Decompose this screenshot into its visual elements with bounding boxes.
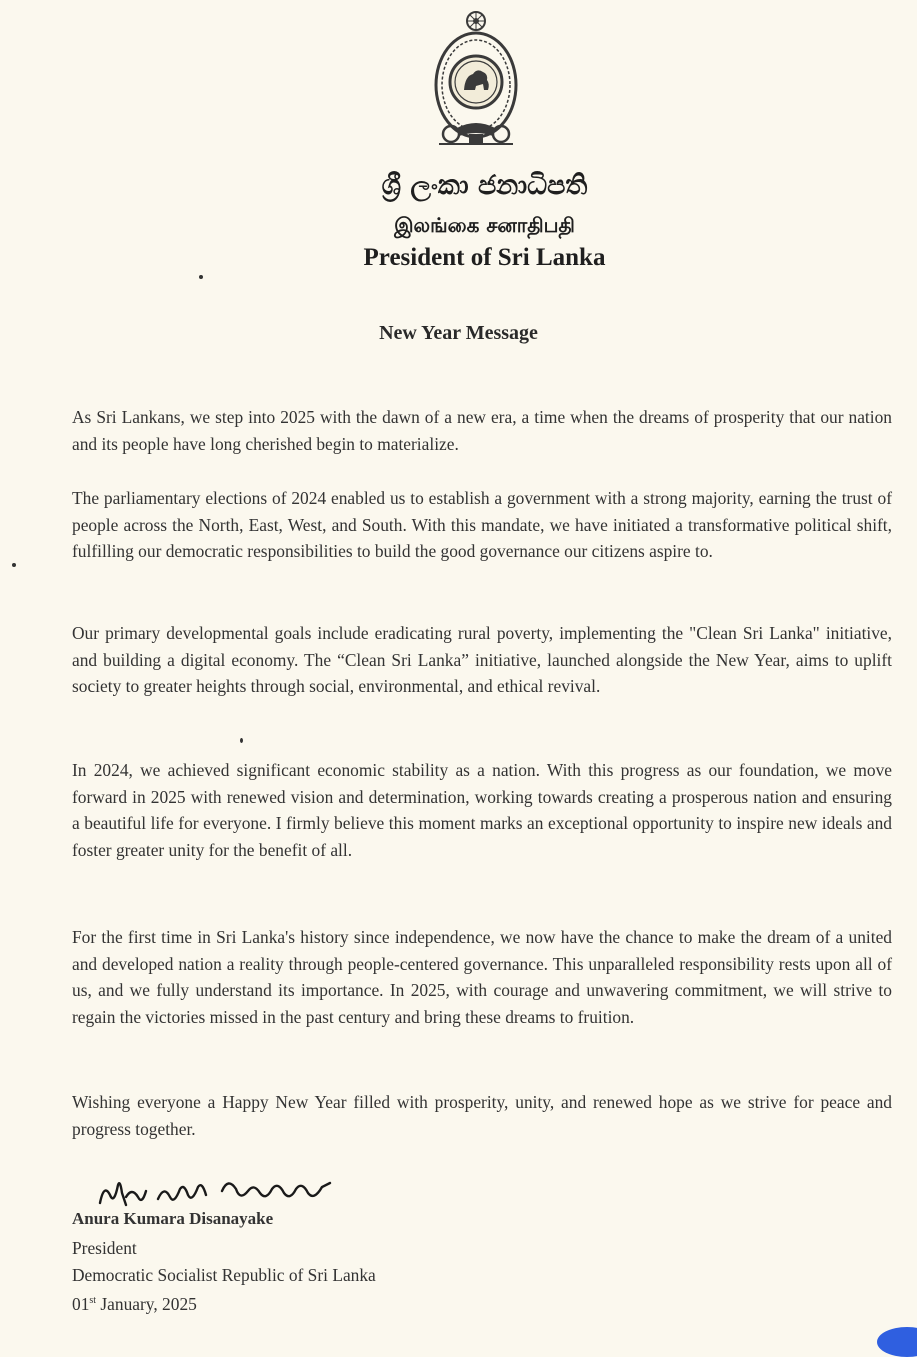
paper-speck	[199, 275, 203, 279]
handwritten-signature	[92, 1175, 342, 1211]
letter-date	[72, 1294, 197, 1315]
paper-speck	[12, 563, 16, 567]
paragraph-1: As Sri Lankans, we step into 2025 with the dawn of a new era, a time when the dreams of prosperity that our nation and its people have long cherished begin to materialize.	[72, 407, 892, 454]
header-tamil-title: இலங்கை சனாதிபதி	[394, 213, 575, 237]
date-suffix: st	[89, 1295, 97, 1307]
paragraph-5: For the first time in Sri Lanka's history since independence, we now have the chance to make the dream of a united and developed nation a reality through people-centered governance. This unparalleled responsibility rests upon all of us, and we fully understand its importance. In 2025, with courage and unwavering commitment, we will strive to regain the victories missed in the past century and bring these dreams to fruition.	[72, 927, 892, 1027]
signer-name: Anura Kumara Disanayake	[72, 1209, 274, 1228]
paragraph-3: Our primary developmental goals include eradicating rural poverty, implementing the "Clean Sri Lanka" initiative, and building a digital economy. The “Clean Sri Lanka” initiative, launched alongside the New Year, aims to uplift society to greater heights through social, environmental, and ethical revival.	[72, 623, 892, 696]
header-english-title: President of Sri Lanka	[363, 244, 606, 271]
signer-role: President	[72, 1238, 137, 1258]
paragraph-6: Wishing everyone a Happy New Year filled with prosperity, unity, and renewed hope as we strive for peace and progress together.	[72, 1092, 892, 1139]
paragraph-2: The parliamentary elections of 2024 enabled us to establish a government with a strong majority, earning the trust of people across the North, East, West, and South. With this mandate, we have initiated a transformative political shift, fulfilling our democratic responsibilities to build the good governance our citizens aspire to.	[72, 488, 892, 561]
corner-overlay	[877, 1327, 917, 1357]
date-day: 01	[72, 1294, 90, 1314]
paragraph-4: In 2024, we achieved significant economic stability as a nation. With this progress as our foundation, we move forward in 2025 with renewed vision and determination, working towards creating a prosperous nation and ensuring a beautiful life for everyone. I firmly believe this moment marks an exceptional opportunity to inspire new ideals and foster greater unity for the benefit of all.	[72, 760, 892, 860]
date-rest: January, 2025	[96, 1294, 197, 1314]
message-title: New Year Message	[379, 322, 538, 344]
sri-lanka-emblem-icon	[431, 10, 521, 148]
signer-organization: Democratic Socialist Republic of Sri Lanka	[72, 1265, 376, 1285]
paper-speck	[240, 738, 243, 743]
header-sinhala-title: ශ්‍රී ලංකා ජනාධිපති	[381, 170, 588, 201]
